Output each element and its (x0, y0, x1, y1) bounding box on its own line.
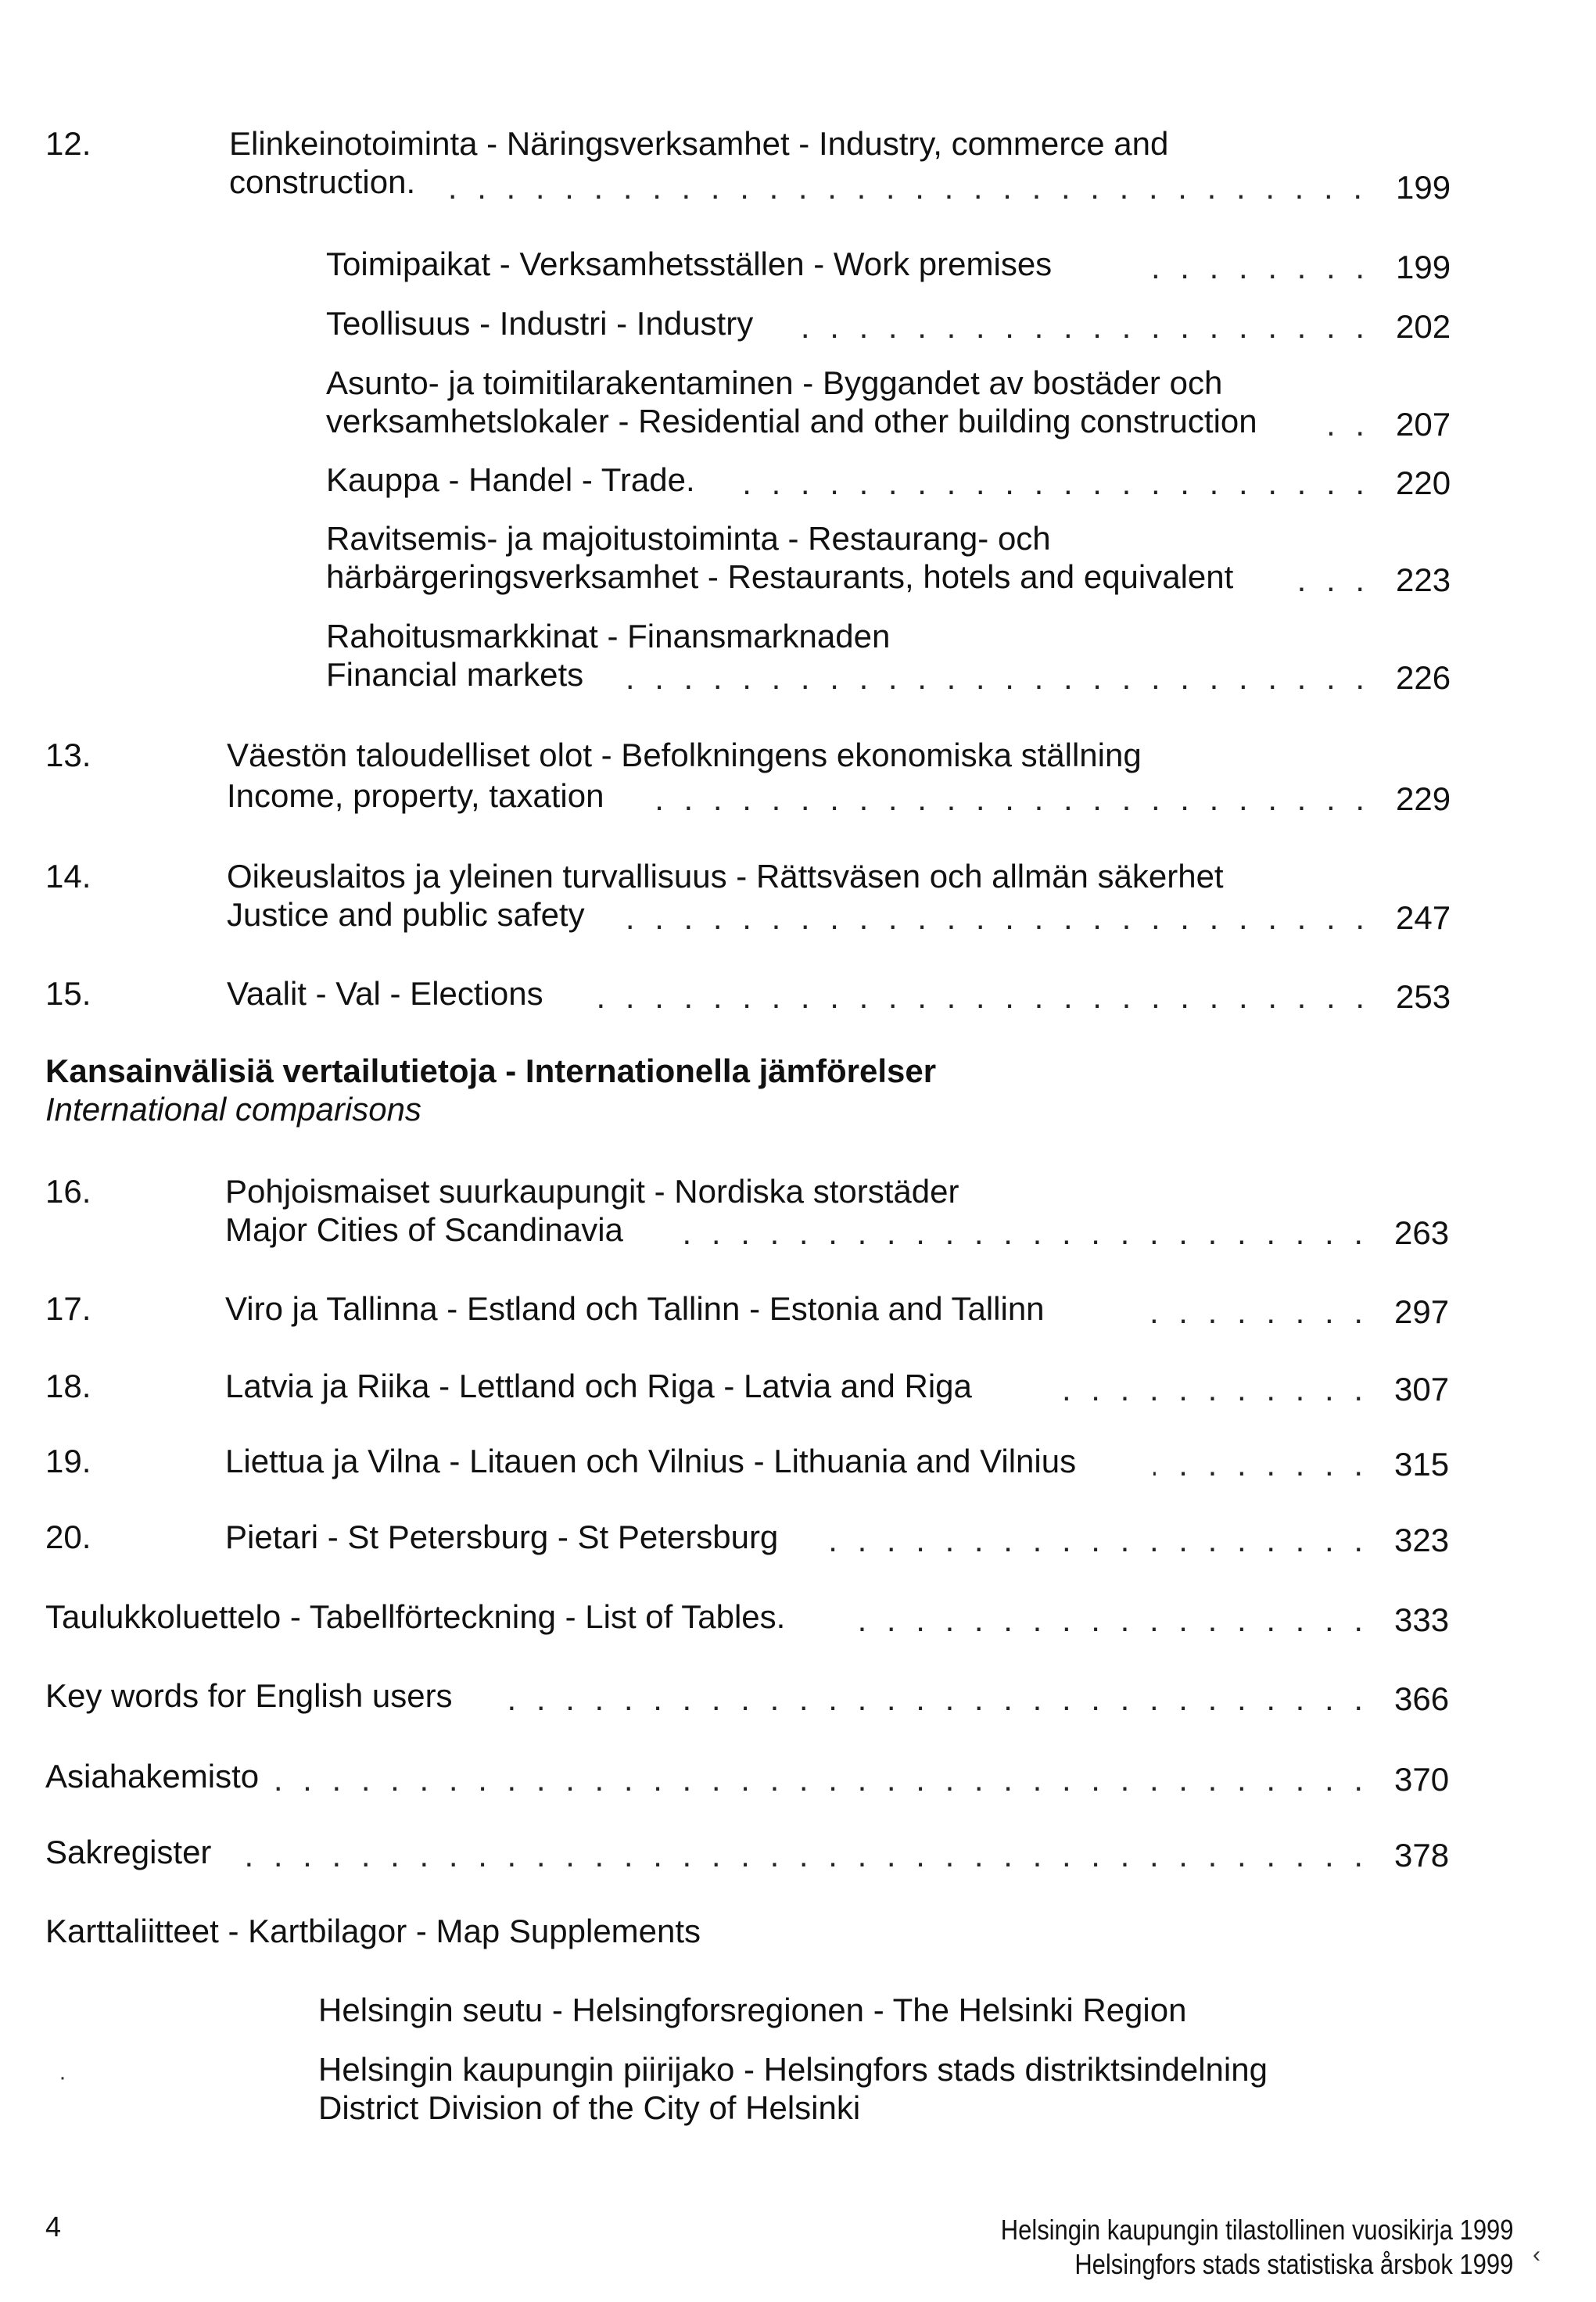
entry-title: Taulukkoluettelo - Tabellförteckning - List of Tables. (45, 1598, 786, 1635)
subentry-page: 220 (1396, 464, 1451, 501)
entry-title: Key words for English users (45, 1677, 453, 1714)
entry-title: Elinkeinotoiminta - Näringsverksamhet - Industry, commerce and (229, 125, 1169, 162)
entry-number: 14. (45, 858, 91, 895)
entry-title-cont: Income, property, taxation (227, 777, 604, 814)
entry-title-cont: Justice and public safety (227, 896, 585, 933)
subentry-title: Asunto- ja toimitilarakentaminen - Byggandet av bostäder och (326, 364, 1223, 401)
subentry-page: 202 (1396, 308, 1451, 345)
map-item-cont: District Division of the City of Helsinki (318, 2089, 861, 2126)
entry-title: Pietari - St Petersburg - St Petersburg (225, 1519, 779, 1555)
subentry-title-cont: verksamhetslokaler - Residential and other building construction (326, 403, 1257, 439)
section-heading: Kansainvälisiä vertailutietoja - Internationella jämförelser (45, 1052, 937, 1089)
subentry-page: 223 (1396, 561, 1451, 598)
subentry-title: Toimipaikat - Verksamhetsställen - Work premises (326, 246, 1053, 282)
subentry-page: 226 (1396, 659, 1451, 696)
section-subheading: International comparisons (45, 1091, 421, 1128)
dot-leader (235, 1837, 1363, 1874)
entry-page: 366 (1394, 1680, 1450, 1717)
map-item: Helsingin seutu - Helsingforsregionen - The Helsinki Region (318, 1992, 1187, 2028)
entry-title-cont: construction. (229, 163, 416, 200)
entry-number: 19. (45, 1443, 91, 1479)
entry-title-cont: Major Cities of Scandinavia (225, 1211, 623, 1248)
entry-number: 12. (45, 125, 91, 162)
entry-page: 247 (1396, 899, 1451, 936)
entry-page: 297 (1394, 1293, 1450, 1330)
entry-page: 263 (1394, 1214, 1450, 1251)
dot-leader (1128, 1293, 1363, 1331)
page-number: 4 (45, 2211, 62, 2243)
dot-leader (622, 899, 1365, 937)
entry-page: 199 (1396, 169, 1451, 206)
dot-leader (661, 1214, 1363, 1252)
subentry-title: Rahoitusmarkkinat - Finansmarknaden (326, 618, 891, 654)
scan-speck: ‹ (1533, 2242, 1540, 2268)
dot-leader (1298, 561, 1365, 599)
entry-number: 20. (45, 1519, 91, 1555)
entry-page: 378 (1394, 1837, 1450, 1874)
dot-leader (1134, 249, 1365, 286)
dot-leader (798, 308, 1365, 346)
entry-title: Liettua ja Vilna - Litauen och Vilnius - Lithuania and Vilnius (225, 1443, 1077, 1479)
entry-title: Pohjoismaiset suurkaupungit - Nordiska storstäder (225, 1173, 959, 1210)
entry-title: Latvia ja Riika - Lettland och Riga - Latvia and Riga (225, 1368, 972, 1404)
entry-title: Viro ja Tallinna - Estland och Tallinn - Estonia and Tallinn (225, 1290, 1045, 1327)
entry-page: 315 (1394, 1446, 1450, 1483)
entry-number: 18. (45, 1368, 91, 1404)
subentry-title: Kauppa - Handel - Trade. (326, 461, 695, 498)
entry-page: 370 (1394, 1761, 1450, 1798)
dot-leader (432, 169, 1362, 206)
entry-number: 13. (45, 737, 91, 773)
entry-page: 253 (1396, 978, 1451, 1015)
dot-leader (829, 1522, 1363, 1559)
dot-leader (274, 1761, 1363, 1798)
entry-page: 333 (1394, 1601, 1450, 1638)
entry-page: 323 (1394, 1522, 1450, 1558)
maps-heading: Karttaliitteet - Kartbilagor - Map Supplements (45, 1913, 701, 1949)
dot-leader (489, 1680, 1363, 1718)
entry-title: Väestön taloudelliset olot - Befolkningens ekonomiska ställning (227, 737, 1142, 773)
dot-leader (735, 464, 1365, 502)
entry-title: Asiahakemisto (45, 1758, 260, 1795)
entry-number: 15. (45, 975, 91, 1012)
dot-leader (848, 1601, 1363, 1639)
dot-leader (610, 659, 1365, 697)
dot-leader (649, 780, 1365, 818)
entry-page: 307 (1394, 1371, 1450, 1407)
entry-page: 229 (1396, 780, 1451, 817)
dot-leader (585, 978, 1365, 1016)
entry-number: 16. (45, 1173, 91, 1210)
footer-title-fi: Helsingin kaupungin tilastollinen vuosikirja 1999 (1000, 2214, 1513, 2246)
entry-number: 17. (45, 1290, 91, 1327)
footer-title-sv: Helsingfors stads statistiska årsbok 1999 (1074, 2248, 1513, 2280)
dot-leader (1153, 1446, 1363, 1483)
subentry-title-cont: härbärgeringsverksamhet - Restaurants, hotels and equivalent (326, 558, 1234, 595)
subentry-page: 207 (1396, 406, 1451, 443)
subentry-page: 199 (1396, 249, 1451, 285)
subentry-title: Teollisuus - Industri - Industry (326, 305, 754, 342)
entry-title: Sakregister (45, 1834, 212, 1870)
entry-title: Vaalit - Val - Elections (227, 975, 543, 1012)
dot-leader (1329, 406, 1365, 443)
subentry-title-cont: Financial markets (326, 656, 584, 693)
dot-leader (1040, 1371, 1363, 1408)
subentry-title: Ravitsemis- ja majoitustoiminta - Restaurang- och (326, 520, 1051, 557)
map-item: Helsingin kaupungin piirijako - Helsingfors stads distriktsindelning (318, 2051, 1268, 2088)
entry-title: Oikeuslaitos ja yleinen turvallisuus - Rättsväsen och allmän säkerhet (227, 858, 1224, 895)
scan-speck: · (59, 2064, 66, 2090)
